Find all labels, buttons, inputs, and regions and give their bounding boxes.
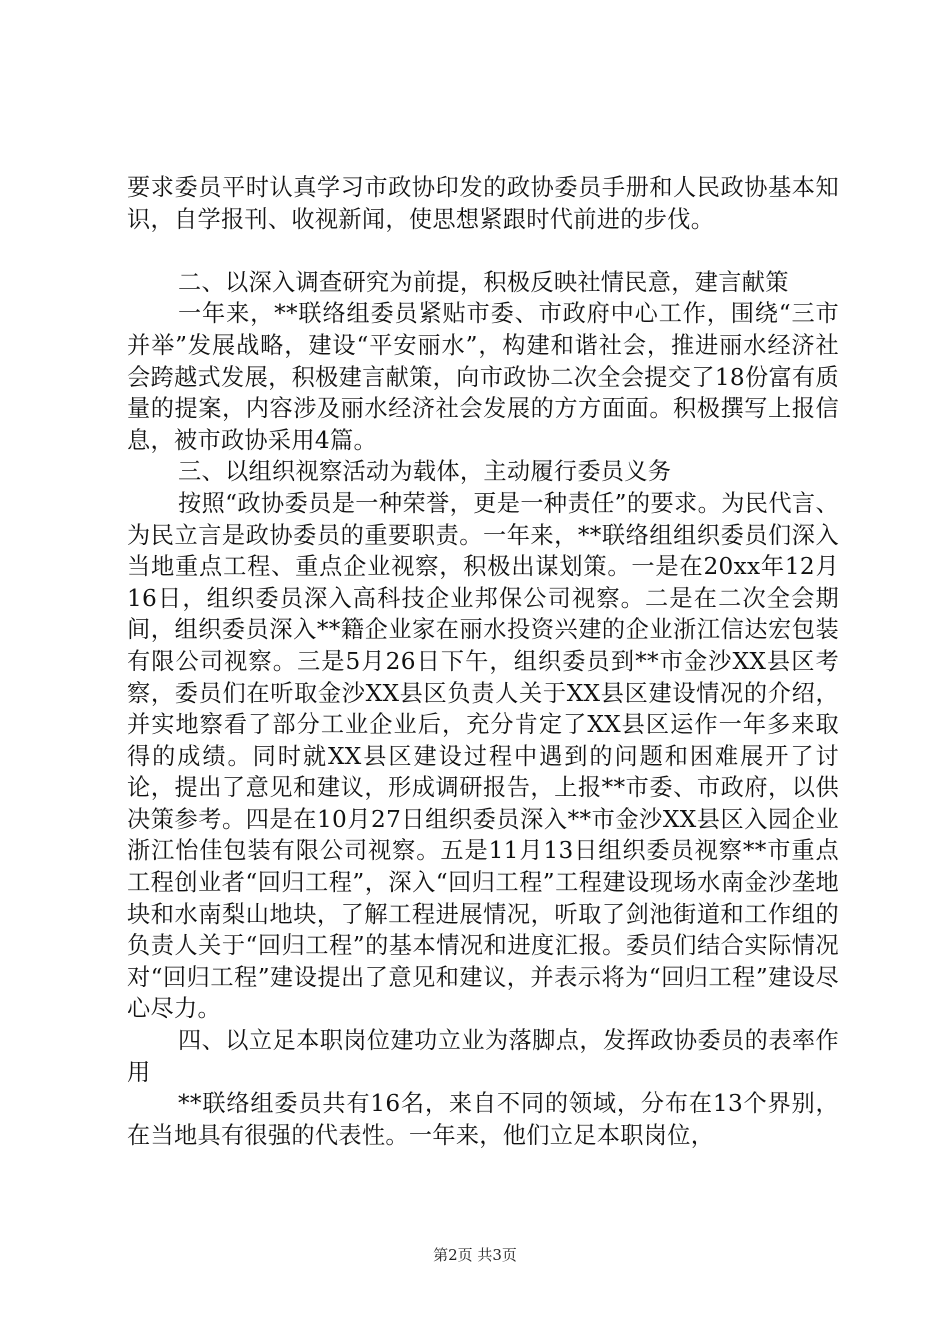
paragraph-members: **联络组委员共有16名，来自不同的领域，分布在13个界别，在当地具有很强的代表性。一年来，他们立足本职岗位， [127, 1090, 839, 1149]
page-footer: 第2页 共3页 [433, 1246, 517, 1264]
paragraph-gap [127, 235, 839, 267]
section-heading-3: 三、以组织视察活动为载体，主动履行委员义务 [178, 458, 672, 486]
document-body [127, 172, 839, 1151]
paragraph-continuation: 要求委员平时认真学习市政协印发的政协委员手册和人民政协基本知识，自学报刊、收视新闻，使思想紧跟时代前进的步伐。 [127, 174, 839, 233]
section-heading-2: 二、以深入调查研究为前提，积极反映社情民意，建言献策 [178, 268, 789, 296]
paragraph-proposals: 一年来，**联络组委员紧贴市委、市政府中心工作，围绕“三市并举”发展战略，建设“平安丽水”，构建和谐社会，推进丽水经济社会跨越式发展，积极建言献策，向市政协二次全会提交了18份富有质量的提案，内容涉及丽水经济社会发展的方方面面。积极撰写上报信息，被市政协采用4篇。 [127, 300, 839, 454]
paragraph-inspections: 按照“政协委员是一种荣誉，更是一种责任”的要求。为民代言、为民立言是政协委员的重要职责。一年来，**联络组组织委员们深入当地重点工程、重点企业视察，积极出谋划策。一是在20xx年12月16日，组织委员深入高科技企业邦保公司视察。二是在二次全会期间，组织委员深入**籍企业家在丽水投资兴建的企业浙江信达宏包装有限公司视察。三是5月26日下午，组织委员到**市金沙XX县区考察，委员们在听取金沙XX县区负责人关于XX县区建设情况的介绍，并实地察看了部分工业企业后，充分肯定了XX县区运作一年多来取得的成绩。同时就XX县区建设过程中遇到的问题和困难展开了讨论，提出了意见和建议，形成调研报告，上报**市委、市政府，以供决策参考。四是在10月27日组织委员深入**市金沙XX县区入园企业浙江怡佳包装有限公司视察。五是11月13日组织委员视察**市重点工程创业者“回归工程”，深入“回归工程”工程建设现场水南金沙垄地块和水南梨山地块，了解工程进展情况，听取了剑池街道和工作组的负责人关于“回归工程”的基本情况和进度汇报。委员们结合实际情况对“回归工程”建设提出了意见和建议，并表示将为“回归工程”建设尽心尽力。 [127, 489, 839, 1023]
section-heading-4: 四、以立足本职岗位建功立业为落脚点，发挥政协委员的表率作用 [127, 1027, 839, 1086]
